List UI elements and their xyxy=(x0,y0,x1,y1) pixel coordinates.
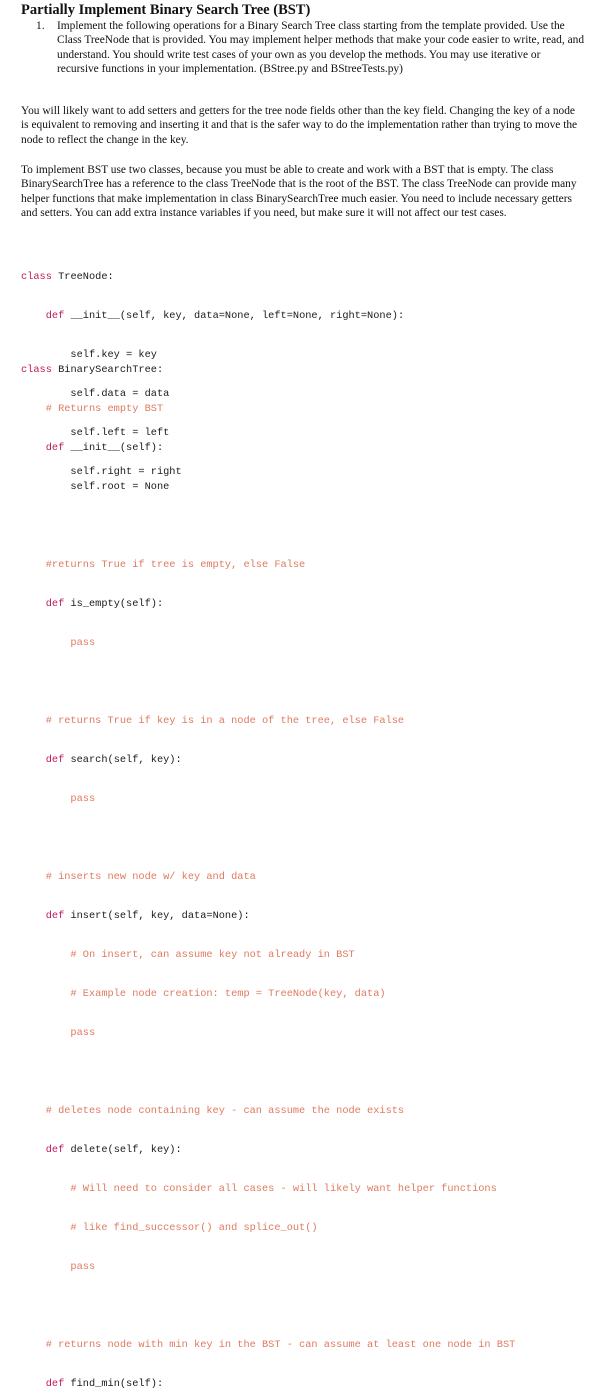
code-line: self.left = left xyxy=(21,427,170,439)
code-blank-line xyxy=(21,1066,591,1079)
code-keyword: def xyxy=(21,910,65,922)
code-line xyxy=(21,754,591,767)
code-comment: #returns True if tree is empty, else False xyxy=(21,559,306,571)
code-line xyxy=(21,442,591,455)
code-blank-line xyxy=(21,832,591,845)
code-text: TreeNode: xyxy=(51,271,114,283)
code-comment: # Example node creation: temp = TreeNode(key, data) xyxy=(21,988,386,1000)
code-blank-line xyxy=(21,520,591,533)
code-keyword: def xyxy=(21,754,65,766)
code-keyword: def xyxy=(21,1378,65,1390)
code-keyword: class xyxy=(21,271,52,283)
document-title: Partially Implement Binary Search Tree (BST) xyxy=(21,2,311,18)
code-comment: # inserts new node w/ key and data xyxy=(21,871,256,883)
code-line xyxy=(21,271,591,284)
code-line: self.key = key xyxy=(21,349,157,361)
code-pass: pass xyxy=(21,637,96,649)
code-comment: # returns True if key is in a node of the tree, else False xyxy=(21,715,405,727)
list-item-number: 1. xyxy=(36,20,45,32)
code-line: self.data = data xyxy=(21,388,170,400)
code-keyword: def xyxy=(21,442,65,454)
code-text: delete(self, key): xyxy=(64,1144,182,1156)
code-line xyxy=(21,910,591,923)
code-line xyxy=(21,1144,591,1157)
code-pass: pass xyxy=(21,793,96,805)
code-keyword: def xyxy=(21,598,65,610)
code-comment: # returns node with min key in the BST - can assume at least one node in BST xyxy=(21,1339,516,1351)
code-line: self.root = None xyxy=(21,481,170,493)
code-line: self.right = right xyxy=(21,466,182,478)
paragraph-setters-getters: You will likely want to add setters and getters for the tree node fields other than the key field. Changing the key of a node is equivalent to removing and inserting it and that is the safer way to do the implementation rather than trying to move the node to reflect the change in the key. xyxy=(21,105,578,146)
code-keyword: def xyxy=(21,310,65,322)
code-comment: # deletes node containing key - can assume the node exists xyxy=(21,1105,405,1117)
code-comment: # Returns empty BST xyxy=(21,403,164,415)
code-blank-line xyxy=(21,676,591,689)
code-text: __init__(self, key, data=None, left=None, right=None): xyxy=(64,310,405,322)
code-line xyxy=(21,598,591,611)
code-blank-line xyxy=(21,1300,591,1313)
code-text: find_min(self): xyxy=(64,1378,164,1390)
code-text: __init__(self): xyxy=(64,442,164,454)
code-line xyxy=(21,310,591,323)
code-line xyxy=(21,1378,591,1391)
code-keyword: class xyxy=(21,364,52,376)
code-text: BinarySearchTree: xyxy=(51,364,164,376)
code-block-binarysearchtree xyxy=(21,338,591,1400)
code-text: is_empty(self): xyxy=(64,598,164,610)
code-comment: # like find_successor() and splice_out() xyxy=(21,1222,318,1234)
code-line xyxy=(21,364,591,377)
paragraph-two-classes: To implement BST use two classes, because you must be able to create and work with a BST that is empty. The class BinarySearchTree has a reference to the class TreeNode that is the root of the BST. The class TreeNode can provide many helper functions that make implementation in class BinarySearchTree much easier. You need to include necessary getters and setters. You can add extra instance variables if you need, but make sure it will not affect our test cases. xyxy=(21,164,577,220)
code-text: search(self, key): xyxy=(64,754,182,766)
code-pass: pass xyxy=(21,1027,96,1039)
list-item-text: Implement the following operations for a Binary Search Tree class starting from the template provided. Use the Class TreeNode that is provided. You may implement helper methods that make your code easier to write, read, and understand. You should write test cases of your own as you develop the methods. You may use iterative or recursive functions in your implementation. (BStree.py and BStreeTests.py) xyxy=(57,20,585,76)
code-comment: # On insert, can assume key not already in BST xyxy=(21,949,355,961)
code-text: insert(self, key, data=None): xyxy=(64,910,250,922)
code-keyword: def xyxy=(21,1144,65,1156)
code-pass: pass xyxy=(21,1261,96,1273)
code-comment: # Will need to consider all cases - will likely want helper functions xyxy=(21,1183,497,1195)
